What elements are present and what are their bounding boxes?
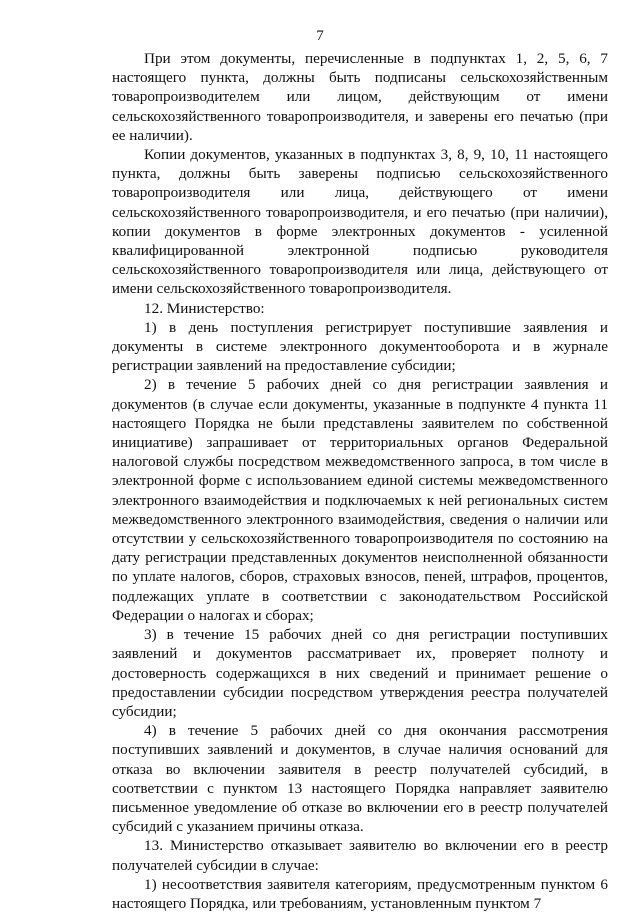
paragraph-12-1: 1) в день поступления регистрирует поступившие заявления и документы в системе электронного документооборота и в журнале регистрации заявлений на предоставление субсидии; bbox=[112, 318, 608, 375]
paragraph-section-12-heading: 12. Министерство: bbox=[144, 299, 265, 317]
paragraph-13-1: 1) несоответствия заявителя категориям, предусмотренным пунктом 6 настоящего Порядка, или требованиям, установленным пунктом 7 bbox=[112, 875, 608, 912]
paragraph-12-3: 3) в течение 15 рабочих дней со дня регистрации поступивших заявлений и документов рассматривает их, проверяет полноту и достоверность содержащихся в них сведений и принимает решение о предоставлении субсидии посредством утверждения реестра получателей субсидии; bbox=[112, 626, 608, 720]
paragraph-12-4: 4) в течение 5 рабочих дней со дня окончания рассмотрения поступивших заявлений и документов, в случае наличия оснований для отказа во включении заявителя в реестр получателей субсидий, в соответствии с пунктом 13 настоящего Порядка направляет заявителю письменное уведомление об отказе во включении его в реестр получателей субсидий с указанием причины отказа. bbox=[112, 722, 608, 836]
paragraph-12-2: 2) в течение 5 рабочих дней со дня регистрации заявления и документов (в случае если документы, указанные в подпункте 4 пункта 11 настоящего Порядка не были представлены заявителем по собственной инициативе) запрашивает от территориальных органов Федеральной налоговой службы посредством межведомственного запроса, в том числе в электронной форме с использованием единой системы межведомственного электронного взаимодействия и подключаемых к ней региональных систем межведомственного электронного взаимодействия, сведения о наличии или отсутствии у сельскохозяйственного товаропроизводителя по состоянию на дату регистрации представленных документов неисполненной обязанности по уплате налогов, сборов, страховых взносов, пеней, штрафов, процентов, подлежащих уплате в соответствии с законодательством Российской Федерации о налогах и сборах; bbox=[112, 376, 608, 624]
document-body bbox=[112, 49, 608, 913]
paragraph-document-copies: Копии документов, указанных в подпунктах 3, 8, 9, 10, 11 настоящего пункта, должны быть заверены подписью сельскохозяйственного товаропроизводителя или лица, действующего от имени сельскохозяйственного товаропроизводителя, и его печатью (при наличии), копии документов в форме электронных документов - усиленной квалифицированной электронной подписью руководителя сельскохозяйственного товаропроизводителя или лица, действующего от имени сельскохозяйственного товаропроизводителя. bbox=[112, 146, 608, 298]
paragraph-section-13-heading: 13. Министерство отказывает заявителю во включении его в реестр получателей субсидии в случае: bbox=[112, 837, 608, 874]
paragraph-signature-requirements: При этом документы, перечисленные в подпунктах 1, 2, 5, 6, 7 настоящего пункта, должны быть подписаны сельскохозяйственным товаропроизводителем или лицом, действующим от имени сельскохозяйственного товаропроизводителя, и заверены его печатью (при ее наличии). bbox=[112, 50, 608, 144]
page-number: 7 bbox=[316, 28, 324, 44]
